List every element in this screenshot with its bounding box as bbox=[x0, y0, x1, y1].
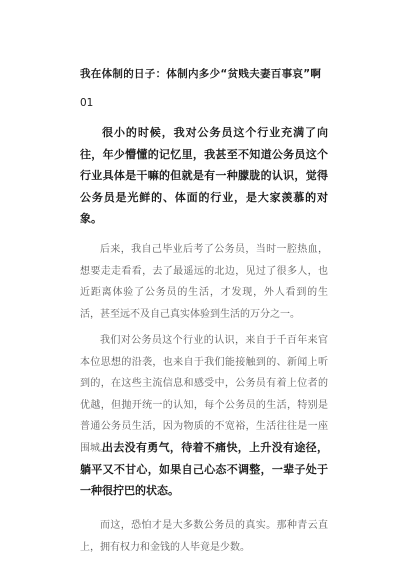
paragraph-4: 出去没有勇气，待着不痛快，上升没有途径，躺平又不甘心，如果自己心态不调整，一辈子处于一种很拧巴的状态。 bbox=[80, 441, 328, 497]
section-number: 01 bbox=[80, 97, 94, 109]
paragraph-2: 后来，我自己毕业后考了公务员，当时一腔热血，想要走走看看，去了最遥远的北边，见过了很多人，也近距离体验了公务员的生活，才发现，外人看到的生活，甚至远不及自己真实体验到生活的万分之一。 bbox=[80, 244, 328, 320]
article-title: 我在体制的日子：体制内多少“贫贱夫妻百事哀”啊 bbox=[80, 68, 322, 80]
paragraph-1: 很小的时候，我对公务员这个行业充满了向往，年少懵懂的记忆里，我甚至不知道公务员这个行业具体是干嘛的但就是有一种朦胧的认识，觉得公务员是光鲜的、体面的行业，是大家羡慕的对象。 bbox=[80, 126, 328, 225]
paragraph-5: 而这，恐怕才是大多数公务员的真实。那种青云直上，拥有权力和金钱的人毕竟是少数。 bbox=[80, 520, 328, 553]
paragraph-3: 我们对公务员这个行业的认识，来自于千百年来官本位思想的沿袭，也来自于我们能接触到的、新闻上听到的，在这些主流信息和感受中，公务员有着上位者的优越，但抛开统一的认知，每个公务员的生活，特别是普通公务员生活，因为物质的不宽裕，生活往往是一座围城。 bbox=[80, 335, 328, 454]
